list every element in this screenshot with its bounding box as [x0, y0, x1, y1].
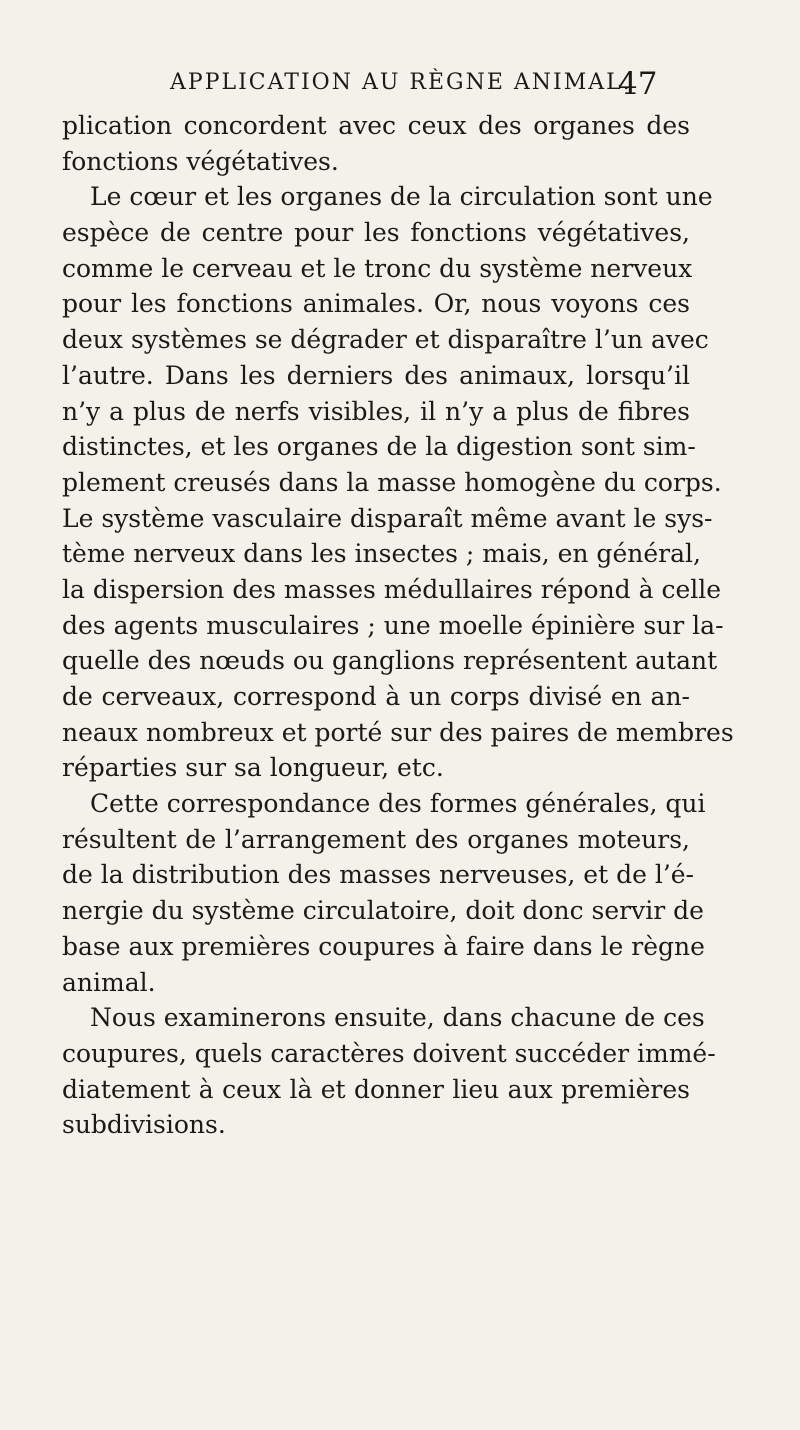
- text-line: espèce de centre pour les fonctions végétatives,: [62, 218, 690, 248]
- text-line: Nous examinerons ensuite, dans chacune de ces: [90, 1003, 705, 1033]
- text-line: Cette correspondance des formes générales, qui: [90, 789, 706, 819]
- running-header: [0, 64, 800, 104]
- text-line: pour les fonctions animales. Or, nous voyons ces: [62, 289, 690, 319]
- text-line: subdivisions.: [62, 1110, 226, 1140]
- text-line: nergie du système circulatoire, doit donc servir de: [62, 896, 704, 926]
- text-line: distinctes, et les organes de la digestion sont sim-: [62, 432, 696, 462]
- text-line: résultent de l’arrangement des organes moteurs,: [62, 824, 690, 854]
- text-line: base aux premières coupures à faire dans le règne: [62, 931, 705, 961]
- text-line: diatement à ceux là et donner lieu aux premières: [62, 1074, 690, 1104]
- page-number: 47: [618, 66, 658, 102]
- body-text: [62, 108, 734, 1143]
- text-line: plement creusés dans la masse homogène du corps.: [62, 467, 722, 497]
- text-line: neaux nombreux et porté sur des paires de membres: [62, 717, 734, 747]
- running-title: APPLICATION AU RÈGNE ANIMAL.: [170, 70, 632, 95]
- text-line: quelle des nœuds ou ganglions représentent autant: [62, 646, 718, 676]
- text-line: deux systèmes se dégrader et disparaître l’un avec: [62, 325, 709, 355]
- text-line: tème nerveux dans les insectes ; mais, en général,: [62, 539, 701, 569]
- text-line: comme le cerveau et le tronc du système nerveux: [62, 253, 693, 283]
- text-line: coupures, quels caractères doivent succéder immé-: [62, 1038, 716, 1068]
- text-line: des agents musculaires ; une moelle épinière sur la-: [62, 610, 724, 640]
- text-line: réparties sur sa longueur, etc.: [62, 753, 444, 783]
- text-line: animal.: [62, 967, 156, 997]
- text-line: Le cœur et les organes de la circulation sont une: [90, 182, 713, 212]
- text-line: fonctions végétatives.: [62, 146, 339, 176]
- text-line: n’y a plus de nerfs visibles, il n’y a plus de fibres: [62, 396, 690, 426]
- text-line: la dispersion des masses médullaires répond à celle: [62, 574, 722, 604]
- text-line: l’autre. Dans les derniers des animaux, lorsqu’il: [62, 360, 690, 390]
- text-line: de cerveaux, correspond à un corps divisé en an-: [62, 682, 690, 711]
- text-line: de la distribution des masses nerveuses, et de l’é-: [62, 860, 695, 890]
- text-line: plication concordent avec ceux des organes des: [62, 111, 690, 140]
- text-line: Le système vasculaire disparaît même avant le sys-: [62, 503, 713, 533]
